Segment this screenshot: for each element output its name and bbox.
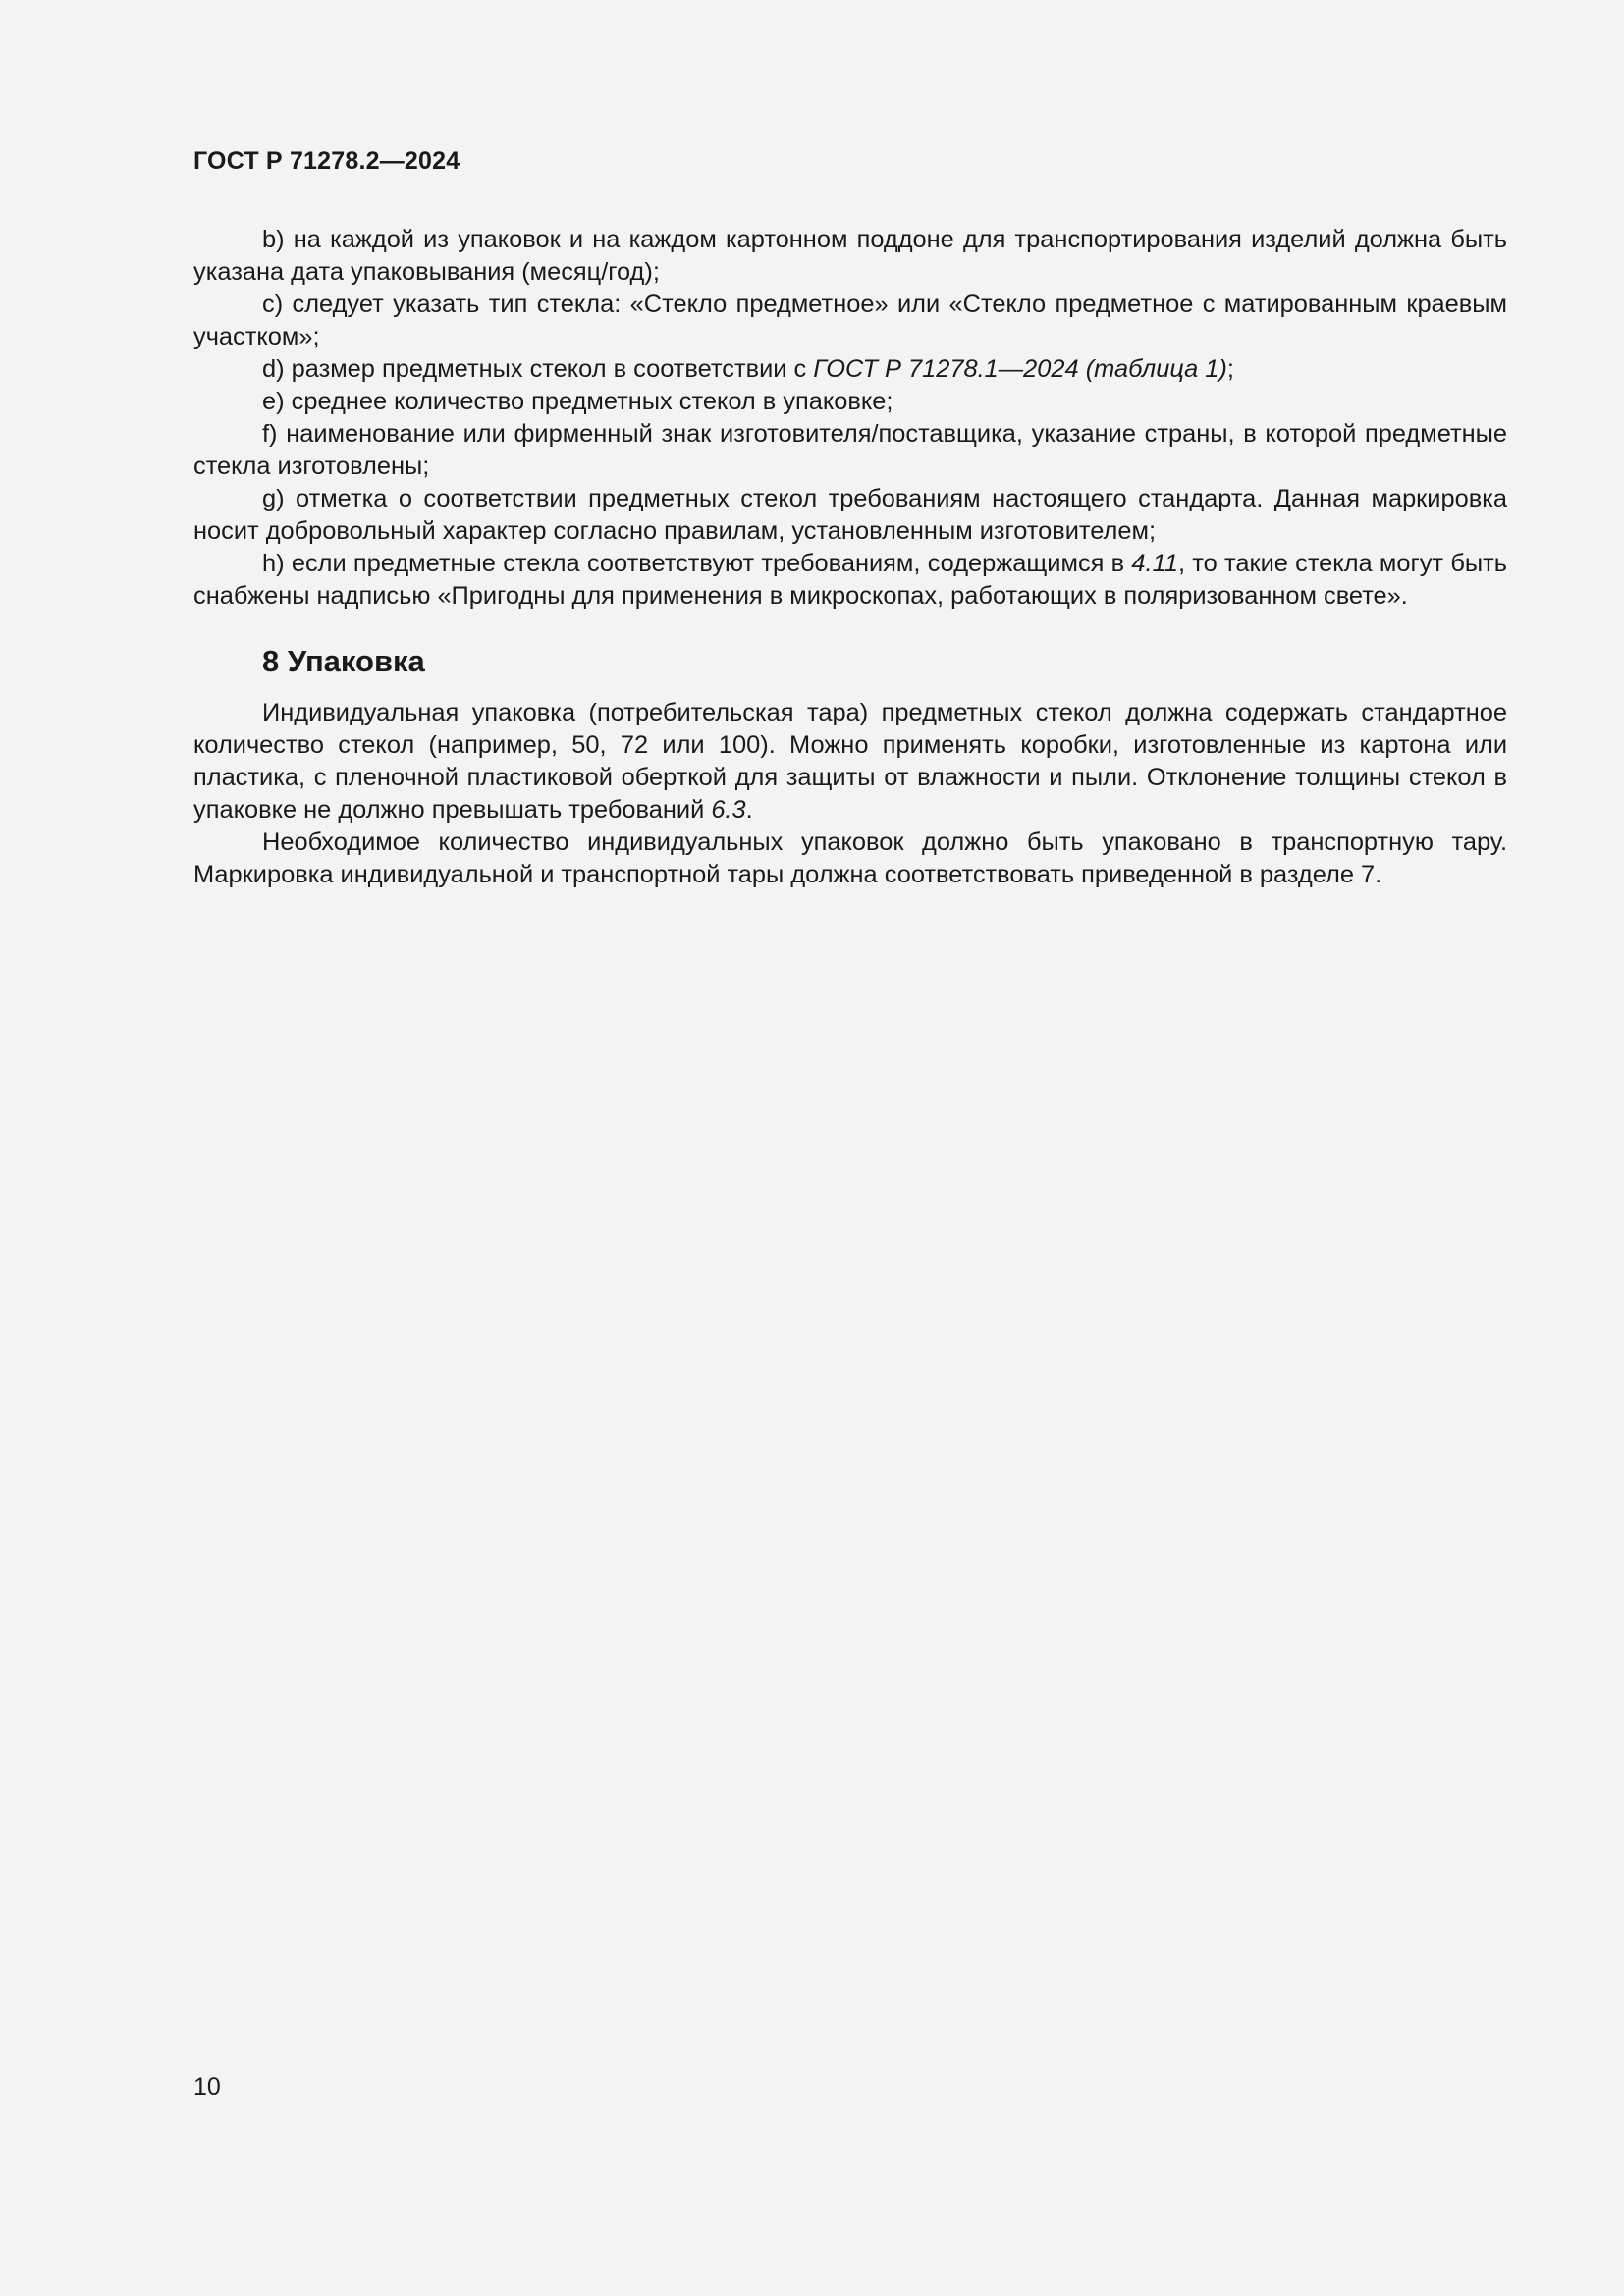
list-item-d xyxy=(193,353,1507,386)
section-8-paragraph-2: Необходимое количество индивидуальных упаковок должно быть упаковано в транспортную тару. Маркировка индивидуальной и транспортной тары должна соответствовать приведенной в разделе 7. xyxy=(193,828,1507,888)
list-item-g: g) отметка о соответствии предметных стекол требованиям настоящего стандарта. Данная маркировка носит добровольный характер согласно правилам, установленным изготовителем; xyxy=(193,485,1507,545)
list-item-b: b) на каждой из упаковок и на каждом картонном поддоне для транспортирования изделий должна быть указана дата упаковывания (месяц/год); xyxy=(193,226,1507,286)
list-item-c: c) следует указать тип стекла: «Стекло предметное» или «Стекло предметное с матированным краевым участком»; xyxy=(193,291,1507,350)
clause-reference: 4.11 xyxy=(1131,550,1178,577)
clause-reference: 6.3 xyxy=(711,796,746,824)
standard-reference: ГОСТ Р 71278.1—2024 (таблица 1) xyxy=(813,355,1227,383)
section-8-title: 8 Упаковка xyxy=(262,644,425,678)
list-item-h-end: , то такие стекла могут быть снабжены надписью «Пригодны для применения в микроскопах, работающих в поляризованном свете». xyxy=(193,550,1507,610)
list-item-d-text: d) размер предметных стекол в соответствии с xyxy=(262,355,814,383)
section-8-paragraph-1-text: Индивидуальная упаковка (потребительская тара) предметных стекол должна содержать стандартное количество стекол (например, 50, 72 или 100). Можно применять коробки, изготовленные из картона или пластика, с пленочной пластиковой оберткой для защиты от влажности и пыли. Отклонение толщины стекол в упаковке не должно превышать требований xyxy=(193,699,1507,824)
list-item-f: f) наименование или фирменный знак изготовителя/поставщика, указание страны, в которой предметные стекла изготовлены; xyxy=(193,420,1507,480)
list-item-h xyxy=(193,548,1507,613)
list-item-h-text: h) если предметные стекла соответствуют требованиям, содержащимся в xyxy=(262,550,1132,577)
section-8-paragraph-1 xyxy=(193,697,1507,827)
document-code-header: ГОСТ Р 71278.2—2024 xyxy=(193,147,460,175)
list-item-e: e) среднее количество предметных стекол в упаковке; xyxy=(262,388,893,415)
section-8-paragraph-1-end: . xyxy=(745,796,753,824)
list-item-d-end: ; xyxy=(1226,355,1234,383)
page-number: 10 xyxy=(193,2073,221,2101)
page-content xyxy=(193,224,1507,891)
